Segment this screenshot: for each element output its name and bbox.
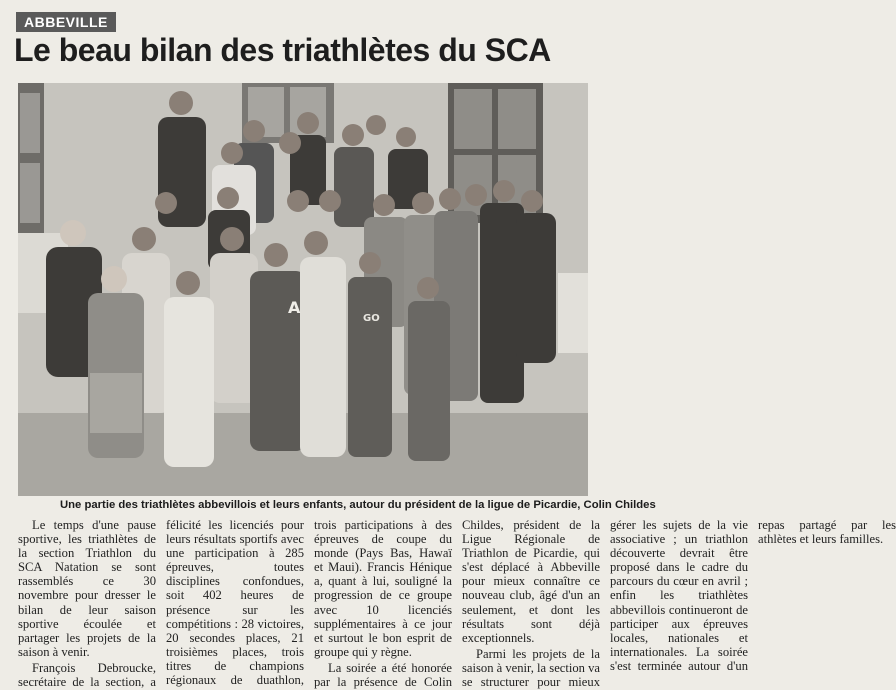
section-tag: ABBEVILLE xyxy=(16,12,116,32)
article-paragraph: Parmi les projets de la saison à venir, la section va se structurer pour mieux gérer les sujets de la vie associative ; un triathlon découverte devrait être proposé dans le cadre du parcours du cœur en avril ; enfin les triathlètes abbevillois continueront de participer aux épreuves locales, nationales et internationales. La soirée s'est terminée autour d'un repas partagé par les athlètes et leurs familles. xyxy=(462,518,896,690)
article-paragraph: Le temps d'une pause sportive, les triathlètes de la section Triathlon du SCA Natation se sont rassemblés ce 30 novembre pour dresser le bilan de leur saison sportive écoulée et partager les projets de la saison à venir. xyxy=(18,518,156,659)
shirt-letter: A xyxy=(288,298,301,317)
headline: Le beau bilan des triathlètes du SCA xyxy=(14,32,551,68)
article-paragraph: La soirée a été honorée par la présence de Colin Childes, président de la Ligue Régionale de Triathlon de Picardie, qui s'est déplacé à Abbeville pour mieux connaître ce nouveau club, âgé d'un an seulement, et dont les résultats sont déjà exceptionnels. xyxy=(314,518,600,690)
shirt-print: GO xyxy=(363,313,380,324)
photo-caption: Une partie des triathlètes abbevillois et leurs enfants, autour du président de la ligue de Picardie, Colin Childes xyxy=(60,499,656,511)
group-photo-illustration xyxy=(18,83,588,496)
group-photo xyxy=(18,83,588,496)
article-paragraph: François Debroucke, secrétaire de la section, a félicité les licenciés pour leurs résultats sportifs avec une participation à 285 épreuves, toutes disciplines confondues, soit 402 heures de présence sur les compétitions : 28 victoires, 20 secondes places, 21 troisièmes places, trois titres de champions régionaux de duathlon, trois participations à des épreuves de coupe du monde (Pays Bas, Hawaï et Maui). Francis Hénique a, quant à lui, souligné la progression de ce groupe avec 10 licenciés supplémentaires à ce jour et surtout le bon esprit de groupe qui y règne. xyxy=(18,518,452,690)
article-body xyxy=(18,518,896,690)
